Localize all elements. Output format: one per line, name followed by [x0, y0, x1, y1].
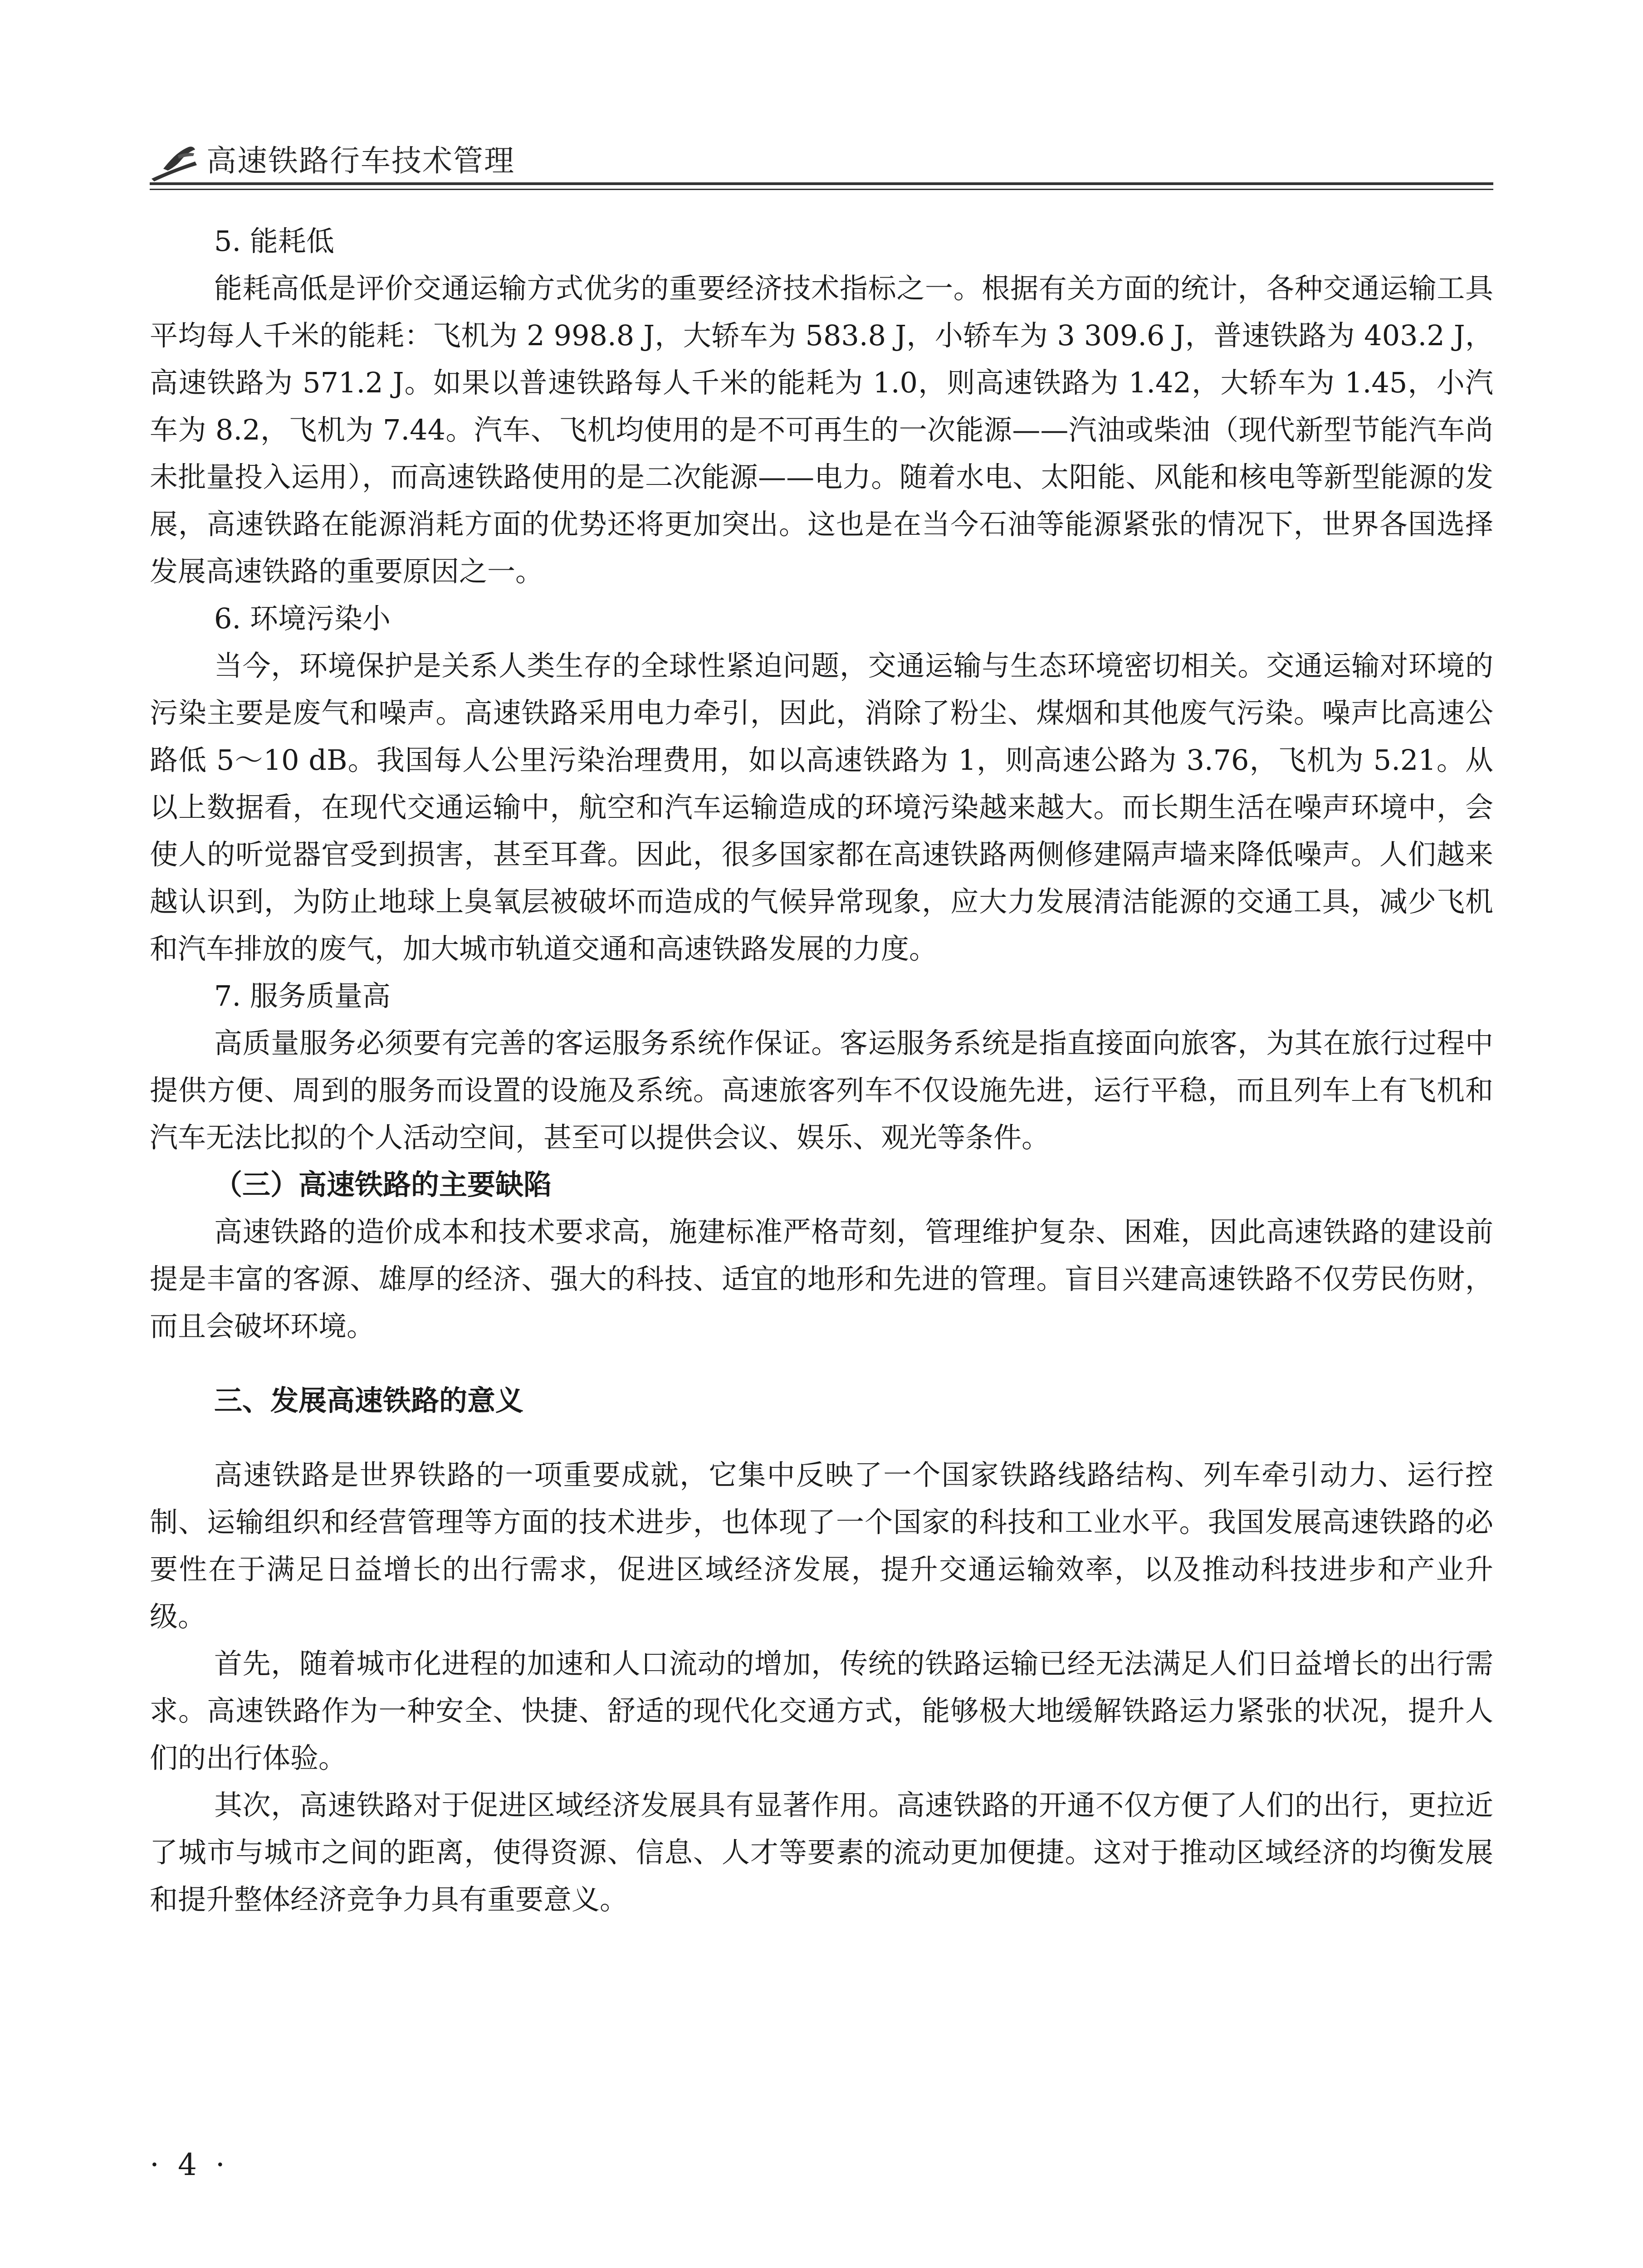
section-heading-environment: 6. 环境污染小	[214, 602, 391, 635]
train-logo-icon	[150, 142, 200, 182]
paragraph-energy: 能耗高低是评价交通运输方式优劣的重要经济技术指标之一。根据有关方面的统计，各种交通运输工具平均每人千米的能耗：飞机为 2 998.8 J，大轿车为 583.8 J，小轿车为 3 309.6 J，普速铁路为 403.2 J，高速铁路为 571.2 J。如果以普速铁路每人千米的能耗为 1.0，则高速铁路为 1.42，大轿车为 1.45，小汽车为 8.2，飞机为 7.44。汽车、飞机均使用的是不可再生的一次能源——汽油或柴油（现代新型节能汽车尚未批量投入运用），而高速铁路使用的是二次能源——电力。随着水电、太阳能、风能和核电等新型能源的发展，高速铁路在能源消耗方面的优势还将更加突出。这也是在当今石油等能源紧张的情况下，世界各国选择发展高速铁路的重要原因之一。	[150, 272, 1493, 588]
page-body	[150, 218, 1493, 1923]
paragraph-significance-2: 首先，随着城市化进程的加速和人口流动的增加，传统的铁路运输已经无法满足人们日益增长的出行需求。高速铁路作为一种安全、快捷、舒适的现代化交通方式，能够极大地缓解铁路运力紧张的状况，提升人们的出行体验。	[150, 1647, 1493, 1774]
page-number: · 4 ·	[150, 2147, 230, 2182]
section-heading-defects: （三）高速铁路的主要缺陷	[214, 1168, 552, 1201]
paragraph-defects: 高速铁路的造价成本和技术要求高，施建标准严格苛刻，管理维护复杂、困难，因此高速铁路的建设前提是丰富的客源、雄厚的经济、强大的科技、适宜的地形和先进的管理。盲目兴建高速铁路不仅劳民伤财，而且会破坏环境。	[150, 1215, 1493, 1343]
running-header-title: 高速铁路行车技术管理	[206, 143, 515, 178]
header-rule-thin	[150, 189, 1493, 190]
paragraph-service: 高质量服务必须要有完善的客运服务系统作保证。客运服务系统是指直接面向旅客，为其在旅行过程中提供方便、周到的服务而设置的设施及系统。高速旅客列车不仅设施先进，运行平稳，而且列车上有飞机和汽车无法比拟的个人活动空间，甚至可以提供会议、娱乐、观光等条件。	[150, 1026, 1493, 1154]
section-heading-energy: 5. 能耗低	[214, 225, 334, 258]
section-heading-significance: 三、发展高速铁路的意义	[214, 1384, 524, 1417]
paragraph-significance-1: 高速铁路是世界铁路的一项重要成就，它集中反映了一个国家铁路线路结构、列车牵引动力、运行控制、运输组织和经营管理等方面的技术进步，也体现了一个国家的科技和工业水平。我国发展高速铁路的必要性在于满足日益增长的出行需求，促进区域经济发展，提升交通运输效率，以及推动科技进步和产业升级。	[150, 1458, 1493, 1633]
section-heading-service: 7. 服务质量高	[214, 979, 391, 1012]
section-spacer	[150, 1350, 1493, 1377]
header-rule-thick	[150, 182, 1493, 185]
paragraph-environment: 当今，环境保护是关系人类生存的全球性紧迫问题，交通运输与生态环境密切相关。交通运输对环境的污染主要是废气和噪声。高速铁路采用电力牵引，因此，消除了粉尘、煤烟和其他废气污染。噪声比高速公路低 5～10 dB。我国每人公里污染治理费用，如以高速铁路为 1，则高速公路为 3.76，飞机为 5.21。从以上数据看，在现代交通运输中，航空和汽车运输造成的环境污染越来越大。而长期生活在噪声环境中，会使人的听觉器官受到损害，甚至耳聋。因此，很多国家都在高速铁路两侧修建隔声墙来降低噪声。人们越来越认识到，为防止地球上臭氧层被破坏而造成的气候异常现象，应大力发展清洁能源的交通工具，减少飞机和汽车排放的废气，加大城市轨道交通和高速铁路发展的力度。	[150, 649, 1493, 965]
running-header	[150, 132, 1493, 187]
section-spacer	[150, 1424, 1493, 1452]
paragraph-significance-3: 其次，高速铁路对于促进区域经济发展具有显著作用。高速铁路的开通不仅方便了人们的出行，更拉近了城市与城市之间的距离，使得资源、信息、人才等要素的流动更加便捷。这对于推动区域经济的均衡发展和提升整体经济竞争力具有重要意义。	[150, 1789, 1493, 1916]
